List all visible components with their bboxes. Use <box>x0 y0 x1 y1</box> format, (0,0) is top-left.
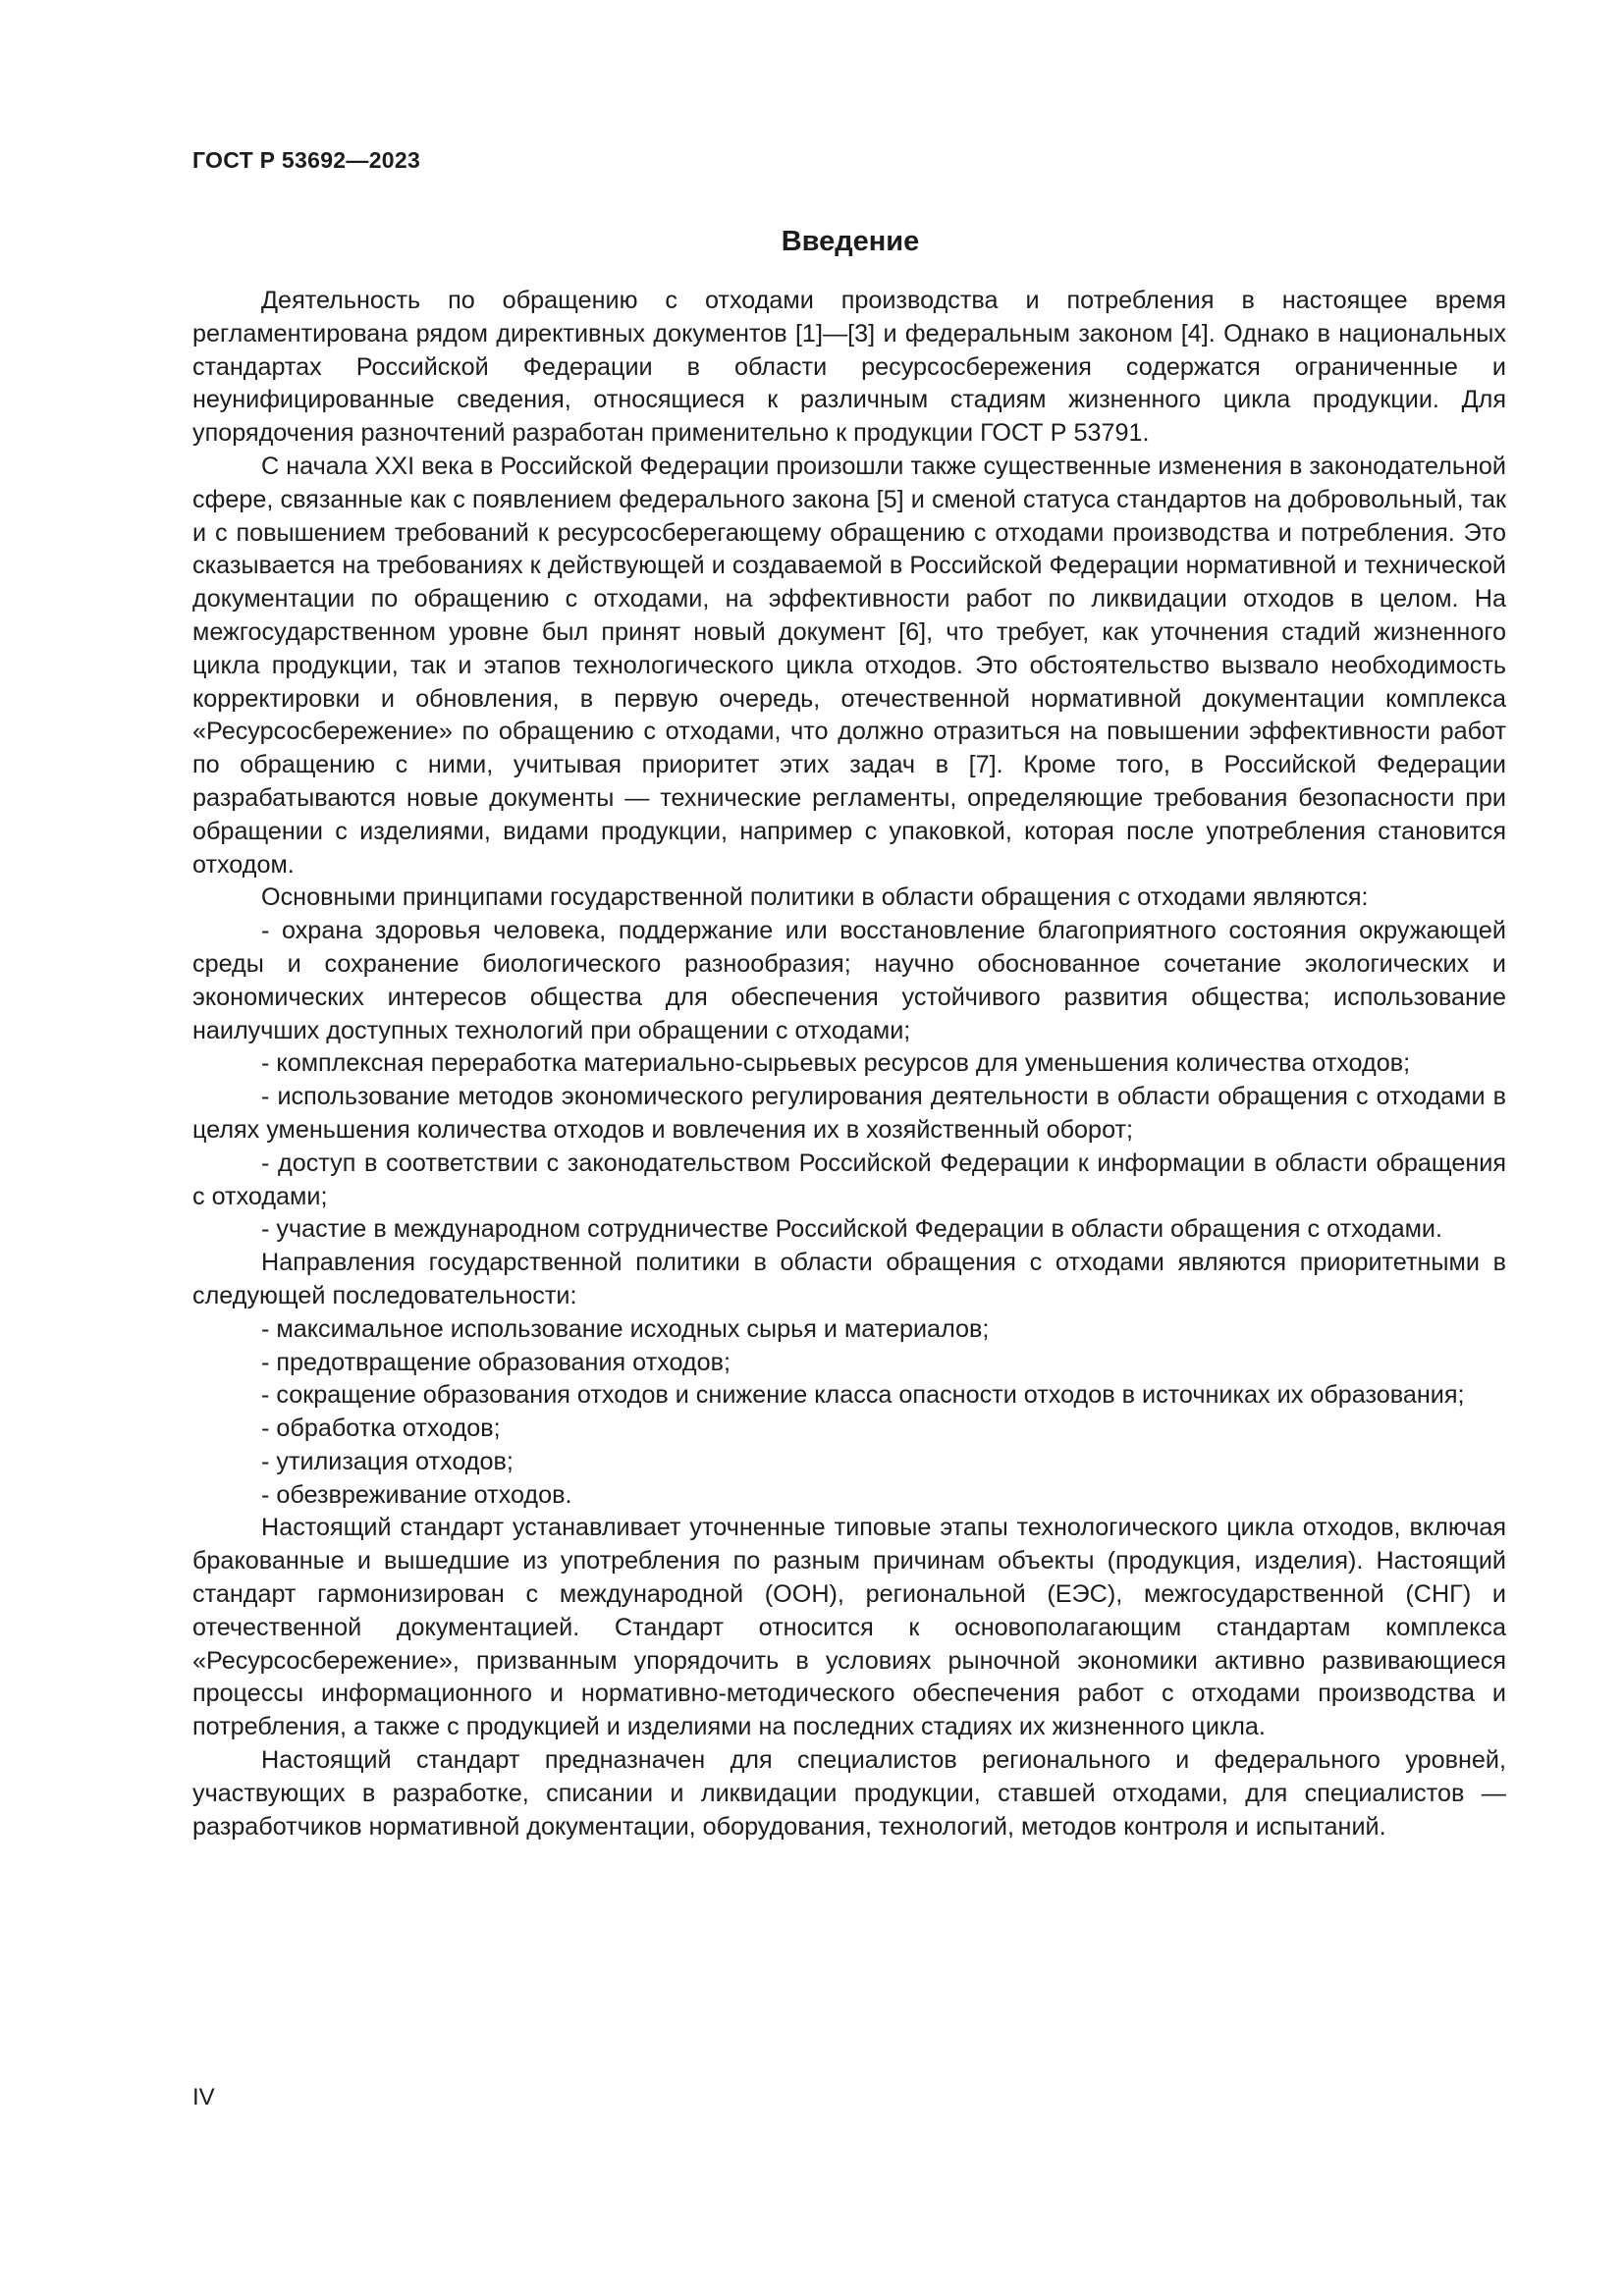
list-item: - предотвращение образования отходов; <box>261 1348 731 1376</box>
paragraph: С начала XXI века в Российской Федерации произошли также существенные изменения в законодательной сфере, связанные как с появлением федерального закона [5] и сменой статуса стандартов на добровольный, так и с повышением требований к ресурсосберегающему обращению с отходами производства и потребления. Это сказывается на требованиях к действующей и создаваемой в Российской Федерации нормативной и технической документации по обращению с отходами, на эффективности работ по ликвидации отходов в целом. На межгосударственном уровне был принят новый документ [6], что требует, как уточнения стадий жизненного цикла продукции, так и этапов технологического цикла отходов. Это обстоятельство вызвало необходимость корректировки и обновления, в первую очередь, отечественной нормативной документации комплекса «Ресурсосбережение» по обращению с отходами, что должно отразиться на повышении эффективности работ по обращению с ними, учитывая приоритет этих задач в [7]. Кроме того, в Российской Федерации разрабатываются новые документы — технические регламенты, определяющие требования безопасности при обращении с изделиями, видами продукции, например с упаковкой, которая после употребления становится отходом. <box>192 452 1506 879</box>
page-number: IV <box>192 2084 215 2110</box>
paragraph: Направления государственной политики в области обращения с отходами являются приоритетными в следующей последовательности: <box>192 1249 1506 1309</box>
list-item: - максимальное использование исходных сырья и материалов; <box>261 1314 990 1343</box>
paragraph: Настоящий стандарт устанавливает уточненные типовые этапы технологического цикла отходов, включая бракованные и вышедшие из употребления по разным причинам объекты (продукция, изделия). Настоящий стандарт гармонизирован с международной (ООН), региональной (ЕЭС), межгосударственной (СНГ) и отечественной документацией. Стандарт относится к основополагающим стандартам комплекса «Ресурсосбережение», призванным упорядочить в условиях рыночной экономики активно развивающиеся процессы информационного и нормативно-методического обеспечения работ с отходами производства и потребления, а также с продукцией и изделиями на последних стадиях их жизненного цикла. <box>192 1514 1506 1741</box>
list-item: - доступ в соответствии с законодательством Российской Федерации к информации в области обращения с отходами; <box>192 1148 1506 1210</box>
list-item: - сокращение образования отходов и снижение класса опасности отходов в источниках их образования; <box>261 1381 1465 1410</box>
list-item: - утилизация отходов; <box>261 1447 514 1475</box>
paragraph: Основными принципами государственной политики в области обращения с отходами являются: <box>261 883 1369 912</box>
list-item: - охрана здоровья человека, поддержание или восстановление благоприятного состояния окружающей среды и сохранение биологического разнообразия; научно обоснованное сочетание экологических и экономических интересов общества для обеспечения устойчивого развития общества; использование наилучших доступных технологий при обращении с отходами; <box>192 917 1506 1044</box>
section-title: Введение <box>781 226 920 257</box>
paragraph: Деятельность по обращению с отходами производства и потребления в настоящее время регламентирована рядом директивных документов [1]—[3] и федеральным законом [4]. Однако в национальных стандартах Российской Федерации в области ресурсосбережения содержатся ограниченные и неунифицированные сведения, относящиеся к различным стадиям жизненного цикла продукции. Для упорядочения разночтений разработан применительно к продукции ГОСТ Р 53791. <box>192 287 1506 448</box>
list-item: - участие в международном сотрудничестве Российской Федерации в области обращения с отходами. <box>261 1215 1442 1244</box>
body-text <box>192 285 1506 1843</box>
list-item: - обработка отходов; <box>261 1415 501 1443</box>
list-item: - комплексная переработка материально-сырьевых ресурсов для уменьшения количества отходов; <box>261 1049 1411 1078</box>
list-item: - использование методов экономического регулирования деятельности в области обращения с отходами в целях уменьшения количества отходов и вовлечения их в хозяйственный оборот; <box>192 1083 1506 1144</box>
paragraph: Настоящий стандарт предназначен для специалистов регионального и федерального уровней, участвующих в разработке, списании и ликвидации продукции, ставшей отходами, для специалистов — разработчиков нормативной документации, оборудования, технологий, методов контроля и испытаний. <box>192 1746 1506 1841</box>
list-item: - обезвреживание отходов. <box>261 1480 572 1509</box>
document-code: ГОСТ Р 53692—2023 <box>192 147 421 173</box>
